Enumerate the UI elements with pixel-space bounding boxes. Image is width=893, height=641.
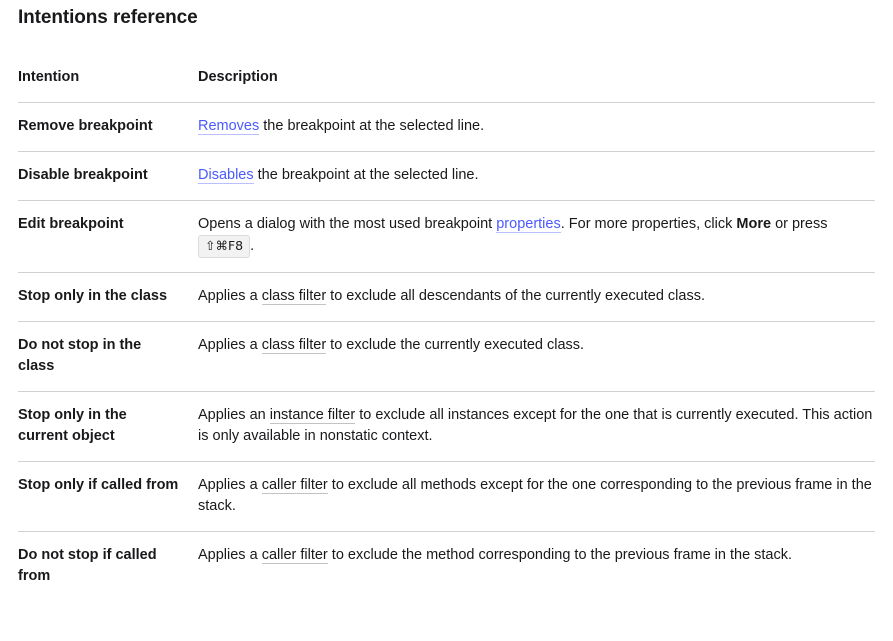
intention-description — [198, 103, 875, 152]
description-text — [198, 475, 875, 517]
table-row — [18, 152, 875, 201]
intentions-reference-table — [18, 67, 875, 601]
description-link[interactable]: Removes — [198, 118, 260, 134]
table-row — [18, 462, 875, 532]
table-body — [18, 103, 875, 602]
description-link[interactable]: instance filter — [269, 407, 356, 423]
plain-text: the breakpoint at the selected line. — [253, 167, 479, 183]
table-header — [18, 67, 875, 103]
intention-name: Remove breakpoint — [18, 103, 198, 152]
plain-text: the breakpoint at the selected line. — [259, 118, 485, 134]
table-header-row — [18, 67, 875, 103]
table-row — [18, 103, 875, 152]
column-header-intention: Intention — [18, 67, 198, 103]
document-page — [0, 6, 893, 601]
description-link[interactable]: properties — [496, 216, 561, 232]
plain-text: . — [250, 238, 255, 254]
table-row — [18, 273, 875, 322]
intention-description — [198, 462, 875, 532]
description-text — [198, 405, 875, 447]
description-text — [198, 335, 875, 356]
plain-text: Applies a — [198, 547, 262, 563]
table-row — [18, 532, 875, 602]
plain-text: Applies an — [198, 407, 270, 423]
keyboard-shortcut: ⇧⌘F8 — [198, 235, 250, 258]
description-text — [198, 165, 875, 186]
intention-description — [198, 273, 875, 322]
plain-text: to exclude all instances except for the one that is currently executed. This action is only available in nonstatic context. — [198, 407, 873, 444]
plain-text: to exclude all descendants of the currently executed class. — [326, 288, 705, 304]
plain-text: Applies a — [198, 288, 262, 304]
plain-text: to exclude the currently executed class. — [326, 337, 585, 353]
column-header-description: Description — [198, 67, 875, 103]
intention-description — [198, 322, 875, 392]
table-row — [18, 392, 875, 462]
plain-text: . For more properties, click — [560, 216, 737, 232]
table-row — [18, 201, 875, 273]
intention-name: Do not stop if called from — [18, 547, 157, 584]
emphasis-text: More — [736, 216, 772, 232]
description-text — [198, 286, 875, 307]
plain-text: or press — [771, 216, 828, 232]
description-text — [198, 545, 875, 566]
description-link[interactable]: caller filter — [261, 547, 328, 563]
intention-name: Stop only if called from — [18, 462, 198, 532]
table-row — [18, 322, 875, 392]
description-link[interactable]: class filter — [261, 288, 327, 304]
intention-name: Do not stop in the class — [18, 322, 198, 392]
intention-name: Stop only in the current object — [18, 392, 198, 462]
intention-name: Stop only in the class — [18, 273, 198, 322]
description-text — [198, 214, 875, 258]
plain-text: Applies a — [198, 337, 262, 353]
plain-text: to exclude the method corresponding to the previous frame in the stack. — [327, 547, 793, 563]
plain-text: Opens a dialog with the most used breakpoint — [198, 216, 497, 232]
description-link[interactable]: Disables — [198, 167, 254, 183]
intention-name: Disable breakpoint — [18, 152, 198, 201]
intention-description — [198, 532, 875, 602]
page-title: Intentions reference — [18, 7, 198, 28]
intention-description — [198, 201, 875, 273]
intention-description — [198, 392, 875, 462]
plain-text: Applies a — [198, 477, 262, 493]
description-text — [198, 116, 875, 137]
plain-text: to exclude all methods except for the one corresponding to the previous frame in the stack. — [198, 477, 872, 514]
intention-description — [198, 152, 875, 201]
description-link[interactable]: class filter — [261, 337, 327, 353]
description-link[interactable]: caller filter — [261, 477, 328, 493]
intention-name: Edit breakpoint — [18, 201, 198, 273]
